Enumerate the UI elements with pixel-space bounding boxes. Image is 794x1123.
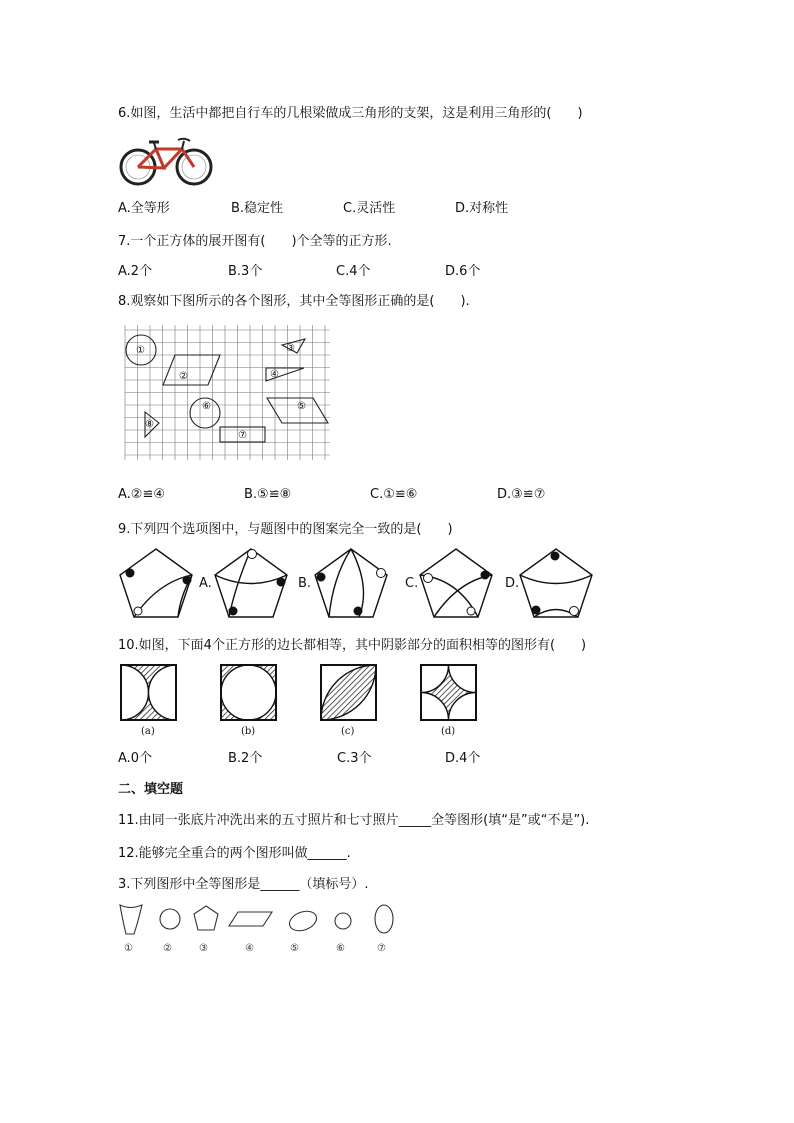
q10-text: 10.如图，下面4个正方形的边长都相等，其中阴影部分的面积相等的图形有( ) bbox=[118, 638, 587, 653]
q13-shapes-figure bbox=[118, 902, 403, 957]
q9-option-b-pentagon bbox=[315, 549, 387, 617]
section-title: 二、填空题 bbox=[118, 782, 184, 797]
q7-option-b: B.3个 bbox=[228, 264, 263, 279]
grid-label-8: ⑧ bbox=[145, 419, 154, 430]
q10-option-c: C.3个 bbox=[337, 751, 372, 766]
square-b bbox=[221, 665, 276, 720]
q9-option-c-pentagon bbox=[420, 549, 492, 617]
square-a bbox=[94, 665, 204, 720]
q10-option-a: A.0个 bbox=[118, 751, 153, 766]
q7-text: 7.一个正方体的展开图有( )个全等的正方形. bbox=[118, 234, 392, 249]
grid-label-2: ② bbox=[179, 371, 188, 382]
q10-option-b: B.2个 bbox=[228, 751, 263, 766]
q7-option-a: A.2个 bbox=[118, 264, 153, 279]
q10-option-d: D.4个 bbox=[445, 751, 481, 766]
caption-d: (d) bbox=[441, 726, 456, 737]
caption-a: (a) bbox=[141, 726, 155, 737]
q6-text: 6.如图，生活中都把自行车的几根梁做成三角形的支架，这是利用三角形的( ) bbox=[118, 106, 583, 121]
q9-text: 9.下列四个选项图中，与题图中的图案完全一致的是( ) bbox=[118, 522, 453, 537]
q11-text: 11.由同一张底片冲洗出来的五寸照片和七寸照片_____全等图形(填“是”或“不是”). bbox=[118, 813, 590, 828]
q9-pentagons-figure bbox=[118, 547, 598, 619]
square-c bbox=[321, 665, 376, 720]
q6-option-b: B.稳定性 bbox=[231, 201, 284, 216]
grid-label-1: ① bbox=[136, 345, 145, 356]
q13-label-4: ④ bbox=[245, 943, 254, 954]
q13-label-7: ⑦ bbox=[377, 943, 386, 954]
q9-question-pentagon bbox=[120, 549, 192, 617]
shape-5-ellipse bbox=[287, 908, 319, 934]
grid-label-4: ④ bbox=[270, 369, 279, 380]
q8-text: 8.观察如下图所示的各个图形，其中全等图形正确的是( ). bbox=[118, 294, 470, 309]
q13-text: 3.下列图形中全等图形是______（填标号）. bbox=[118, 877, 369, 892]
q9-letter-b: B. bbox=[298, 576, 312, 591]
q6-option-c: C.灵活性 bbox=[343, 201, 396, 216]
q7-option-c: C.4个 bbox=[336, 264, 371, 279]
grid-label-3: ③ bbox=[286, 343, 295, 354]
q9-letter-d: D. bbox=[505, 576, 520, 591]
grid-label-6: ⑥ bbox=[202, 401, 211, 412]
q13-label-2: ② bbox=[163, 943, 172, 954]
grid-label-7: ⑦ bbox=[238, 430, 247, 441]
grid-label-5: ⑤ bbox=[297, 401, 306, 412]
q9-letter-c: C. bbox=[405, 576, 419, 591]
q6-option-d: D.对称性 bbox=[455, 201, 509, 216]
q13-label-5: ⑤ bbox=[290, 943, 299, 954]
q9-option-a-pentagon bbox=[215, 549, 287, 617]
shape-2-parallelogram bbox=[163, 355, 220, 385]
bicycle-image bbox=[118, 135, 214, 187]
q8-option-b: B.⑤≌⑧ bbox=[244, 487, 292, 502]
shape-7-ellipse bbox=[375, 905, 393, 933]
q13-label-6: ⑥ bbox=[336, 943, 345, 954]
q7-option-d: D.6个 bbox=[445, 264, 481, 279]
q13-label-1: ① bbox=[124, 943, 133, 954]
shape-2-circle bbox=[160, 909, 180, 929]
q9-letter-a: A. bbox=[199, 576, 212, 591]
q8-option-c: C.①≌⑥ bbox=[370, 487, 418, 502]
q8-grid-figure bbox=[125, 325, 330, 460]
shape-1-bowl bbox=[120, 905, 142, 934]
caption-b: (b) bbox=[241, 726, 256, 737]
q8-option-d: D.③≌⑦ bbox=[497, 487, 546, 502]
q13-label-3: ③ bbox=[199, 943, 208, 954]
shape-3-pentagon bbox=[194, 906, 218, 930]
q12-text: 12.能够完全重合的两个图形叫做______. bbox=[118, 846, 351, 861]
q8-option-a: A.②≌④ bbox=[118, 487, 165, 502]
caption-c: (c) bbox=[341, 726, 355, 737]
shape-4-parallelogram bbox=[229, 912, 272, 926]
q6-option-a: A.全等形 bbox=[118, 201, 170, 216]
shape-6-circle bbox=[335, 913, 351, 929]
q10-squares-figure bbox=[118, 662, 488, 742]
